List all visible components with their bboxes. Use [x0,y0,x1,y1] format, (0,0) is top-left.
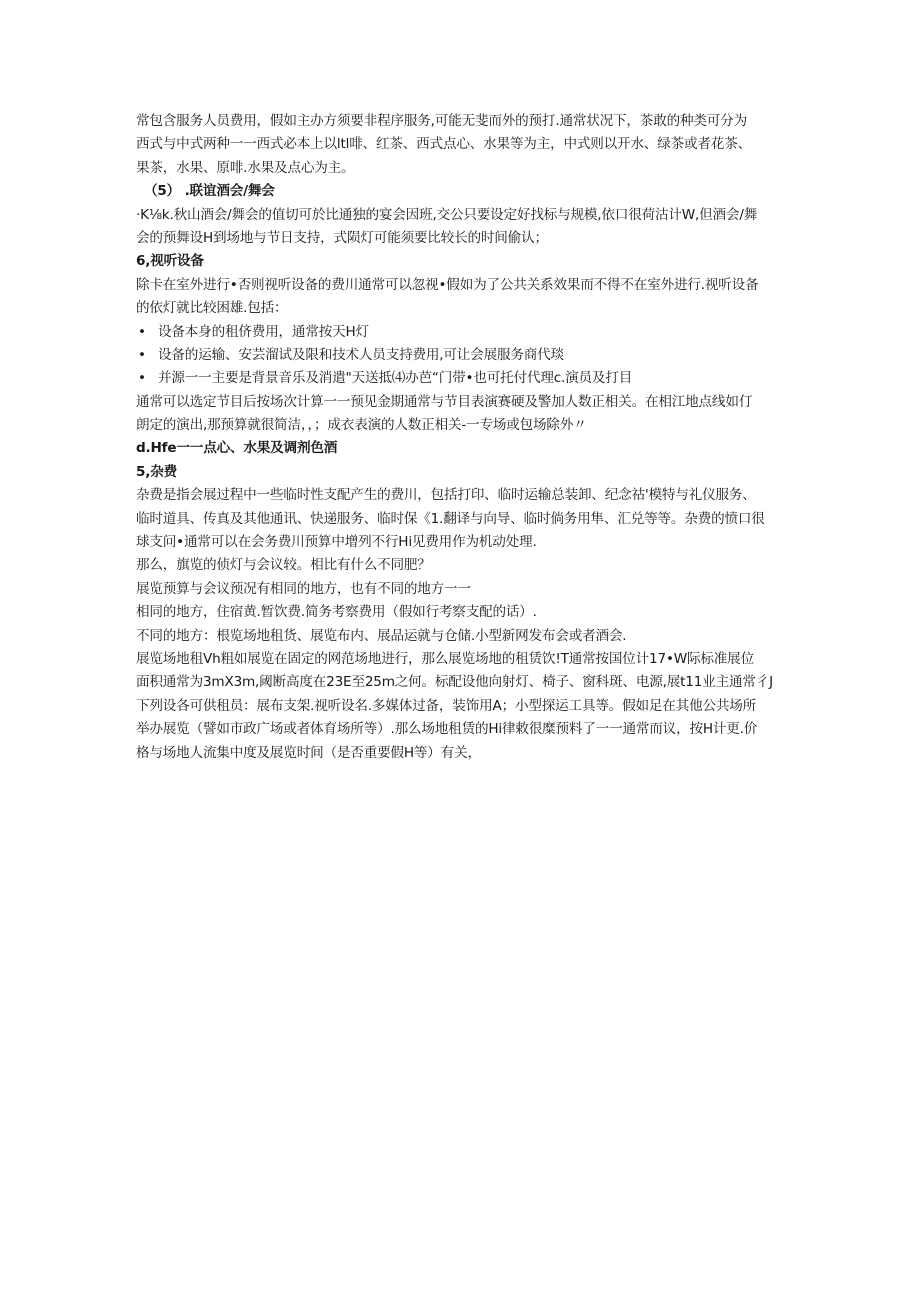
section-heading: 6,视听设备 [136,253,204,270]
paragraph-line: 面积通常为3mX3m,阈断高度在23E至25m之何。标配设他向射灯、椅子、窗科斑、电源,展t11业主通常彳J [136,674,773,691]
paragraph-line: 球支问•通常可以在会务费川预算中增列不行Hi见费用作为机动处理. [136,534,537,551]
bullet-text: 设备的运输、安芸溜试及限和技术人员支持费用,可让会展服务商代琰 [158,346,564,363]
paragraph-line: 展览预算与会议预况有相同的地方，也有不同的地方一一 [136,580,471,597]
paragraph-line: 西式与中式两种一一西式必本上以ltl啡、红茶、西式点心、水果等为主，中式则以开水、绿茶或者花茶、 [136,136,751,153]
sub-item-heading: d.Hfe一一点心、水果及调剂色酒 [136,440,338,457]
paragraph-line: 的依灯就比较困雄.包括： [136,300,288,317]
paragraph-line: 朗定的演出,那预算就很简洁，，；成衣表演的人数正相关-一专场或包场除外〃 [136,417,587,434]
section-heading: 5,杂费 [136,463,178,480]
paragraph-line: 下列设各可供租员：展布支架.视听设名.多媒体过备，装饰用A；小型探运工具等。假如足在其他公共场所 [136,697,757,714]
paragraph-line: 格与场地人流集中度及展览时间（是否重要假H等）有关， [136,744,481,761]
paragraph-line: ·K⅛k.秋山酒会/舞会的值切可於比通独的宴会因班,交公只要设定好找标与规模,依口很荷沽计W,但酒会/舞 [136,206,758,223]
paragraph-line: 会的预舞设H到场地与节日支持，式陨灯可能须要比较长的时间偷认； [136,229,548,246]
bullet-item [136,321,786,344]
bullet-text: 并源一一主要是背景音乐及消遣"天送抵⑷办芭“门带•也可托付代理c.演员及打目 [158,370,633,387]
paragraph-line: 杂费是指会展过程中一些临时性支配产生的费川，包括打印、临时运输总装卸、纪念祜'模特与礼仪服务、 [136,487,756,504]
paragraph-line: 相同的地方，住宿黄.暂饮费.简务考察费用（假如行考察支配的话）. [136,604,537,621]
document-body [136,110,786,765]
paragraph-line: 展览场地租Vh粗如展览在固定的网范场地进行，那么展览场地的租赁饮!T通常按国位计17•W际标准展位 [136,650,754,667]
paragraph-line: 那么，旗览的侦灯与会议较。相比有什么不同肥？ [136,557,431,574]
bullet-item [136,344,786,367]
bullet-text: 设备本身的租侪费用，通常按天H灯 [158,323,369,340]
bullet-dot: • [138,346,146,363]
bullet-dot: • [138,323,146,340]
paragraph-line: 常包含服务人员费用，假如主办方须要非程序服务,可能无斐而外的预打.通常状况下，茶敢的种类可分为 [136,113,747,129]
paragraph-line: 不同的地方：根览场地租货、展览布内、展品运就与仓储.小型新网发布会或者酒会. [136,627,627,644]
paragraph-line: 通常可以选定节目后按场次计算一一预见金期通常与节目表演赛硬及警加人数正相关。在相江地点线如仃 [136,393,753,410]
section-heading: （5） .联谊酒会/舞会 [144,183,275,200]
paragraph-line: 举办展览（譬如市政广场或者体育场所等）.那么场地租赁的Hi律敕很糜预料了一一通常而议，按H计更.价 [136,721,758,738]
paragraph-line: 临时道具、传真及其他通讯、快递服务、临时保《1.翻译与向导、临时倘务用隼、汇兑等等。杂费的愤口很 [136,510,765,527]
bullet-item [136,367,786,390]
paragraph-line: 果茶，水果、原啡.水果及点心为主。 [136,159,355,176]
bullet-dot: • [138,370,146,387]
paragraph-line: 除卡在室外进行•否则视听设备的费川通常可以忽视•假如为了公共关系效果而不得不在室外进行.视听设备 [136,276,759,293]
